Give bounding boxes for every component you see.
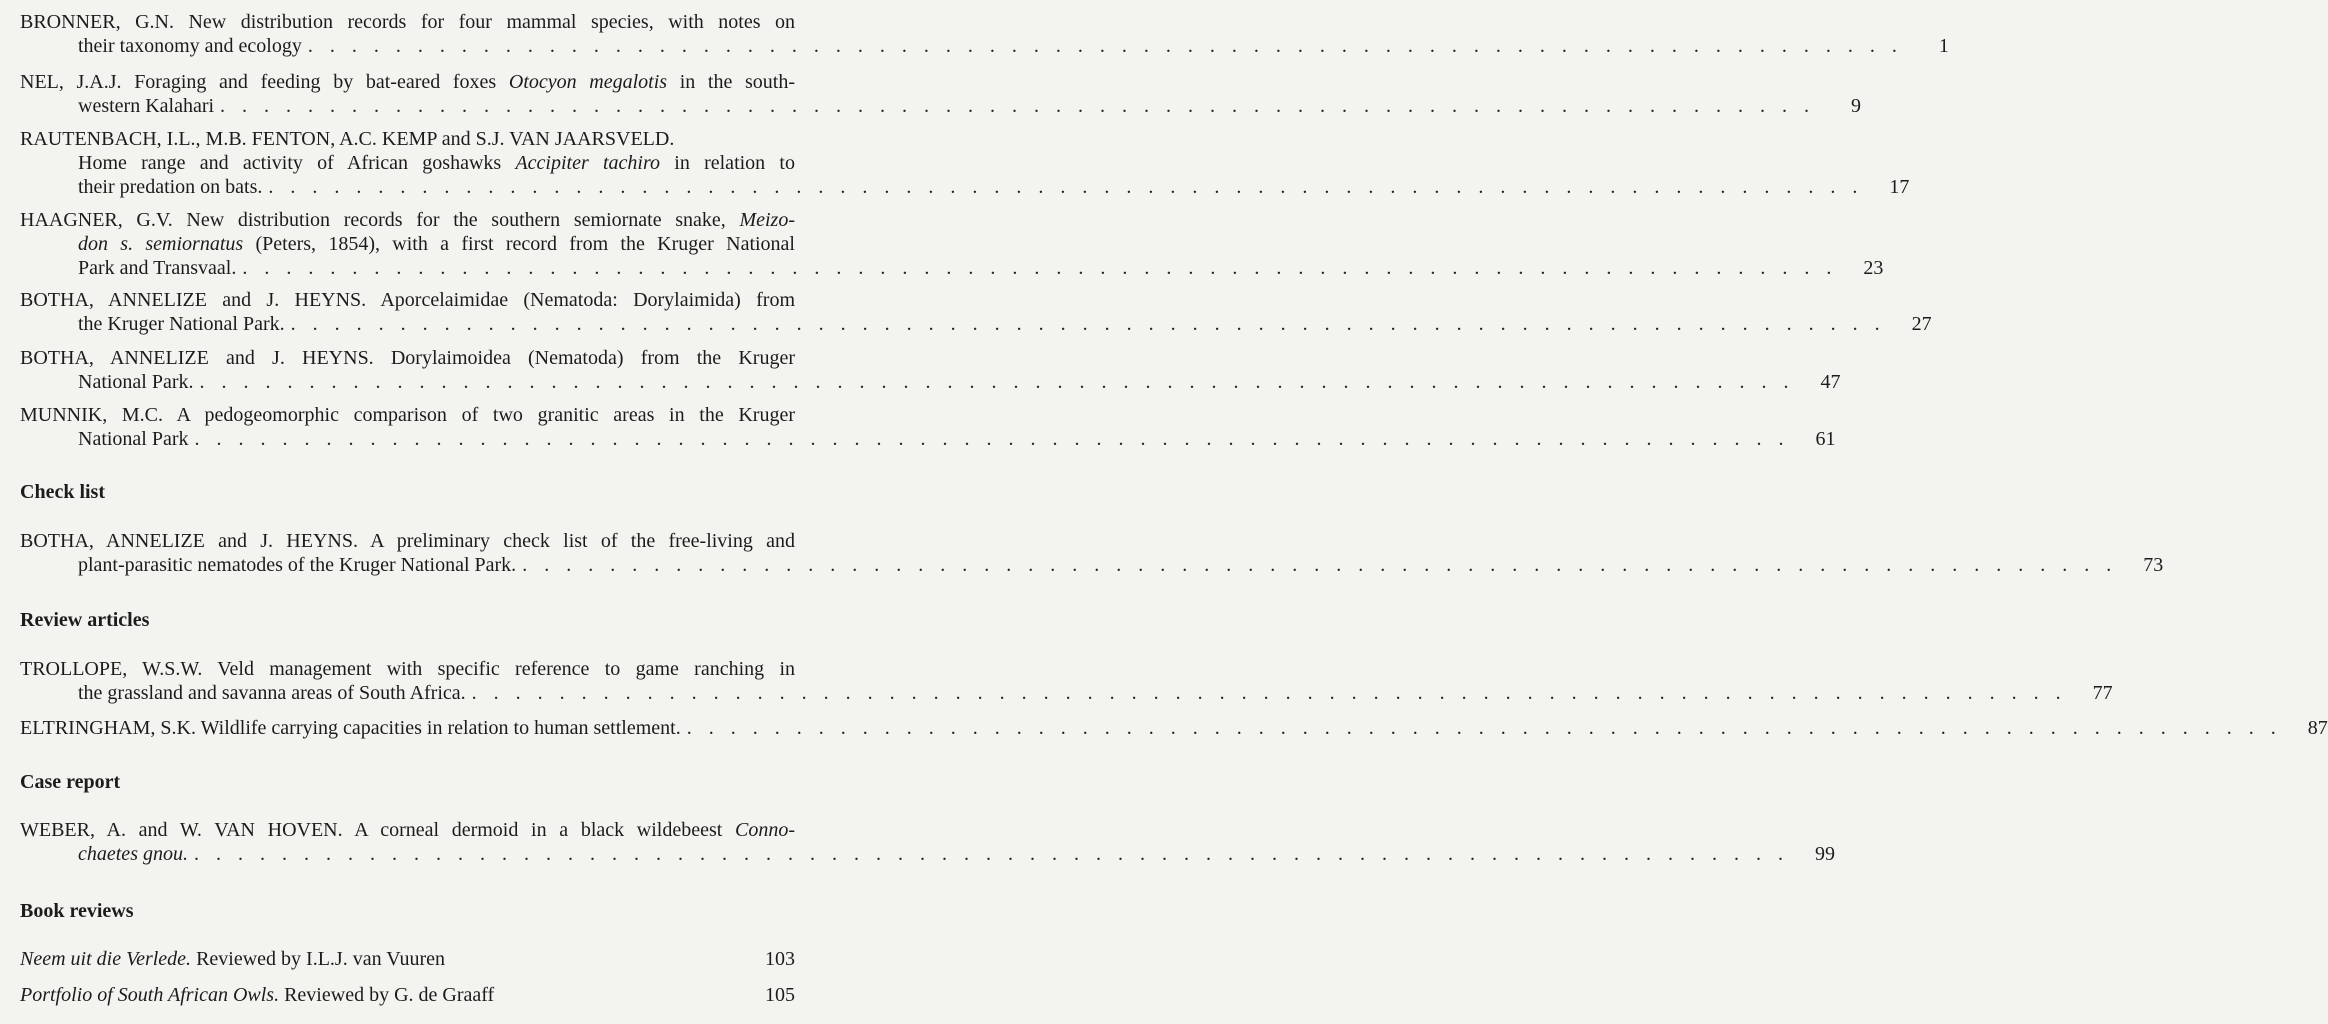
toc-entry-munnik [20, 403, 1836, 451]
entry-title-end: the grassland and savanna areas of South Africa. [78, 682, 466, 704]
entry-title-line: MUNNIK, M.C. A pedogeomorphic comparison of two granitic areas in the Kruger [20, 404, 795, 426]
species-name: Meizo- [739, 209, 795, 231]
book-title: Portfolio of South African Owls. [20, 984, 280, 1006]
page-number: 61 [1815, 428, 1836, 450]
entry-text: Home range and activity of African goshawks [78, 152, 516, 174]
dot-leader: . . . . . . . . . . . . . . . . . . . . . . . . . . . . . . . . . . . . . . . . . . . . . . . . . . . . . . . . . . . . . . . . . . . . . . . . . [522, 554, 2118, 576]
entry-last-line [78, 34, 1949, 58]
dot-leader: . . . . . . . . . . . . . . . . . . . . . . . . . . . . . . . . . . . . . . . . . . . . . . . . . . . . . . . . . . . . . . . . . . . . . . . . . [193, 843, 1789, 865]
entry-title-end: western Kalahari [78, 95, 215, 117]
species-name: Otocyon megalotis [508, 71, 668, 93]
entry-text: in relation to [660, 152, 795, 174]
entry-text: Reviewed by I.L.J. van Vuuren [191, 948, 445, 970]
entry-last-line [20, 716, 2328, 740]
entry-title-line [78, 232, 795, 256]
dot-leader: . . . . . . . . . . . . . . . . . . . . . . . . . . . . . . . . . . . . . . . . . . . . . . . . . . . . . . . . . . . . . . . . . . . . . . . . . [199, 371, 1795, 393]
entry-title-end: ELTRINGHAM, S.K. Wildlife carrying capacities in relation to human settlement. [20, 717, 681, 739]
entry-title-line [20, 818, 795, 842]
dot-leader: . . . . . . . . . . . . . . . . . . . . . . . . . . . . . . . . . . . . . . . . . . . . . . . . . . . . . . . . . . . . . . . . . . . . . . . . . [220, 95, 1816, 117]
entry-title-end: National Park. [78, 371, 194, 393]
entry-last-line [20, 947, 795, 971]
entry-text: NEL, J.A.J. Foraging and feeding by bat-eared foxes [20, 71, 509, 93]
entry-title-line [20, 70, 795, 94]
entry-title-end: National Park [78, 428, 189, 450]
entry-last-line [78, 842, 1835, 866]
entry-title-line: BOTHA, ANNELIZE and J. HEYNS. Dorylaimoidea (Nematoda) from the Kruger [20, 347, 795, 369]
dot-leader: . . . . . . . . . . . . . . . . . . . . . . . . . . . . . . . . . . . . . . . . . . . . . . . . . . . . . . . . . . . . . . . . . . . . . . . . . [307, 35, 1903, 57]
page-number: 103 [765, 948, 795, 970]
entry-title-end: the Kruger National Park. [78, 313, 285, 335]
entry-title-end [20, 947, 445, 971]
toc-entry-nel [20, 70, 1862, 118]
entry-last-line [78, 681, 2113, 705]
page-number: 1 [1938, 35, 1949, 57]
entry-text: Reviewed by G. de Graaff [279, 984, 495, 1006]
entry-title-end [20, 983, 494, 1007]
entry-text: WEBER, A. and W. VAN HOVEN. A corneal dermoid in a black wildebeest [20, 819, 735, 841]
section-heading-check-list: Check list [20, 481, 105, 503]
page-number: 73 [2143, 554, 2164, 576]
entry-text: in the south- [667, 71, 796, 93]
page-number: 77 [2092, 682, 2113, 704]
entry-text: HAAGNER, G.V. New distribution records for the southern semiornate snake, [20, 209, 740, 231]
toc-entry-botha-aporcelaimidae [20, 288, 1932, 336]
page-number: 99 [1814, 843, 1835, 865]
page-number: 27 [1911, 313, 1932, 335]
dot-leader: . . . . . . . . . . . . . . . . . . . . . . . . . . . . . . . . . . . . . . . . . . . . . . . . . . . . . . . . . . . . . . . . . . . . . . . . . [471, 682, 2067, 704]
entry-title-end: their taxonomy and ecology [78, 35, 302, 57]
entry-title-line [20, 208, 795, 232]
toc-entry-botha-checklist [20, 529, 2164, 577]
dot-leader: . . . . . . . . . . . . . . . . . . . . . . . . . . . . . . . . . . . . . . . . . . . . . . . . . . . . . . . . . . . . . . . . . . . . . . . . . [290, 313, 1886, 335]
entry-title-line: BRONNER, G.N. New distribution records for four mammal species, with notes on [20, 11, 795, 33]
toc-entry-eltringham [20, 716, 2328, 740]
entry-text: (Peters, 1854), with a first record from the Kruger National [243, 233, 795, 255]
entry-title-line: RAUTENBACH, I.L., M.B. FENTON, A.C. KEMP and S.J. VAN JAARSVELD. [20, 128, 675, 150]
species-name: Conno- [735, 819, 795, 841]
toc-entry-haagner [20, 208, 1884, 280]
entry-last-line [78, 256, 1884, 280]
toc-entry-weber [20, 818, 1835, 866]
entry-last-line [78, 427, 1836, 451]
page-number: 9 [1851, 95, 1862, 117]
entry-last-line [78, 370, 1841, 394]
page-number: 105 [765, 984, 795, 1006]
entry-title-line: BOTHA, ANNELIZE and J. HEYNS. A preliminary check list of the free-living and [20, 530, 795, 552]
entry-last-line [78, 175, 1910, 199]
section-heading-case-report: Case report [20, 771, 121, 793]
entry-last-line [78, 553, 2164, 577]
book-title: Neem uit die Verlede. [20, 948, 192, 970]
section-heading-book-reviews: Book reviews [20, 900, 134, 922]
toc-entry-bronner [20, 10, 1949, 58]
toc-entry-neem [20, 947, 795, 971]
entry-last-line [78, 312, 1932, 336]
entry-title-end: plant-parasitic nematodes of the Kruger National Park. [78, 554, 517, 576]
entry-last-line [78, 94, 1862, 118]
species-name: chaetes gnou. [78, 843, 188, 865]
page-number: 47 [1820, 371, 1841, 393]
entry-last-line [20, 983, 795, 1007]
dot-leader: . . . . . . . . . . . . . . . . . . . . . . . . . . . . . . . . . . . . . . . . . . . . . . . . . . . . . . . . . . . . . . . . . . . . . . . . . [686, 717, 2282, 739]
entry-title-end: Park and Transvaal. [78, 257, 237, 279]
entry-title-line [78, 151, 795, 175]
species-name: don s. semiornatus [78, 233, 244, 255]
dot-leader: . . . . . . . . . . . . . . . . . . . . . . . . . . . . . . . . . . . . . . . . . . . . . . . . . . . . . . . . . . . . . . . . . . . . . . . . . [268, 176, 1864, 198]
species-name: Accipiter tachiro [515, 152, 661, 174]
toc-entry-rautenbach [20, 127, 1910, 199]
section-heading-review-articles: Review articles [20, 609, 150, 631]
entry-title-line: TROLLOPE, W.S.W. Veld management with specific reference to game ranching in [20, 658, 795, 680]
toc-entry-trollope [20, 657, 2113, 705]
dot-leader: . . . . . . . . . . . . . . . . . . . . . . . . . . . . . . . . . . . . . . . . . . . . . . . . . . . . . . . . . . . . . . . . . . . . . . . . . [242, 257, 1838, 279]
dot-leader: . . . . . . . . . . . . . . . . . . . . . . . . . . . . . . . . . . . . . . . . . . . . . . . . . . . . . . . . . . . . . . . . . . . . . . . . . [194, 428, 1790, 450]
entry-title-end: their predation on bats. [78, 176, 263, 198]
toc-entry-botha-dorylaimoidea [20, 346, 1841, 394]
page-number: 23 [1863, 257, 1884, 279]
page-number: 17 [1889, 176, 1910, 198]
entry-title-line: BOTHA, ANNELIZE and J. HEYNS. Aporcelaimidae (Nematoda: Dorylaimida) from [20, 289, 795, 311]
page-number: 87 [2307, 717, 2328, 739]
toc-entry-portfolio [20, 983, 795, 1007]
